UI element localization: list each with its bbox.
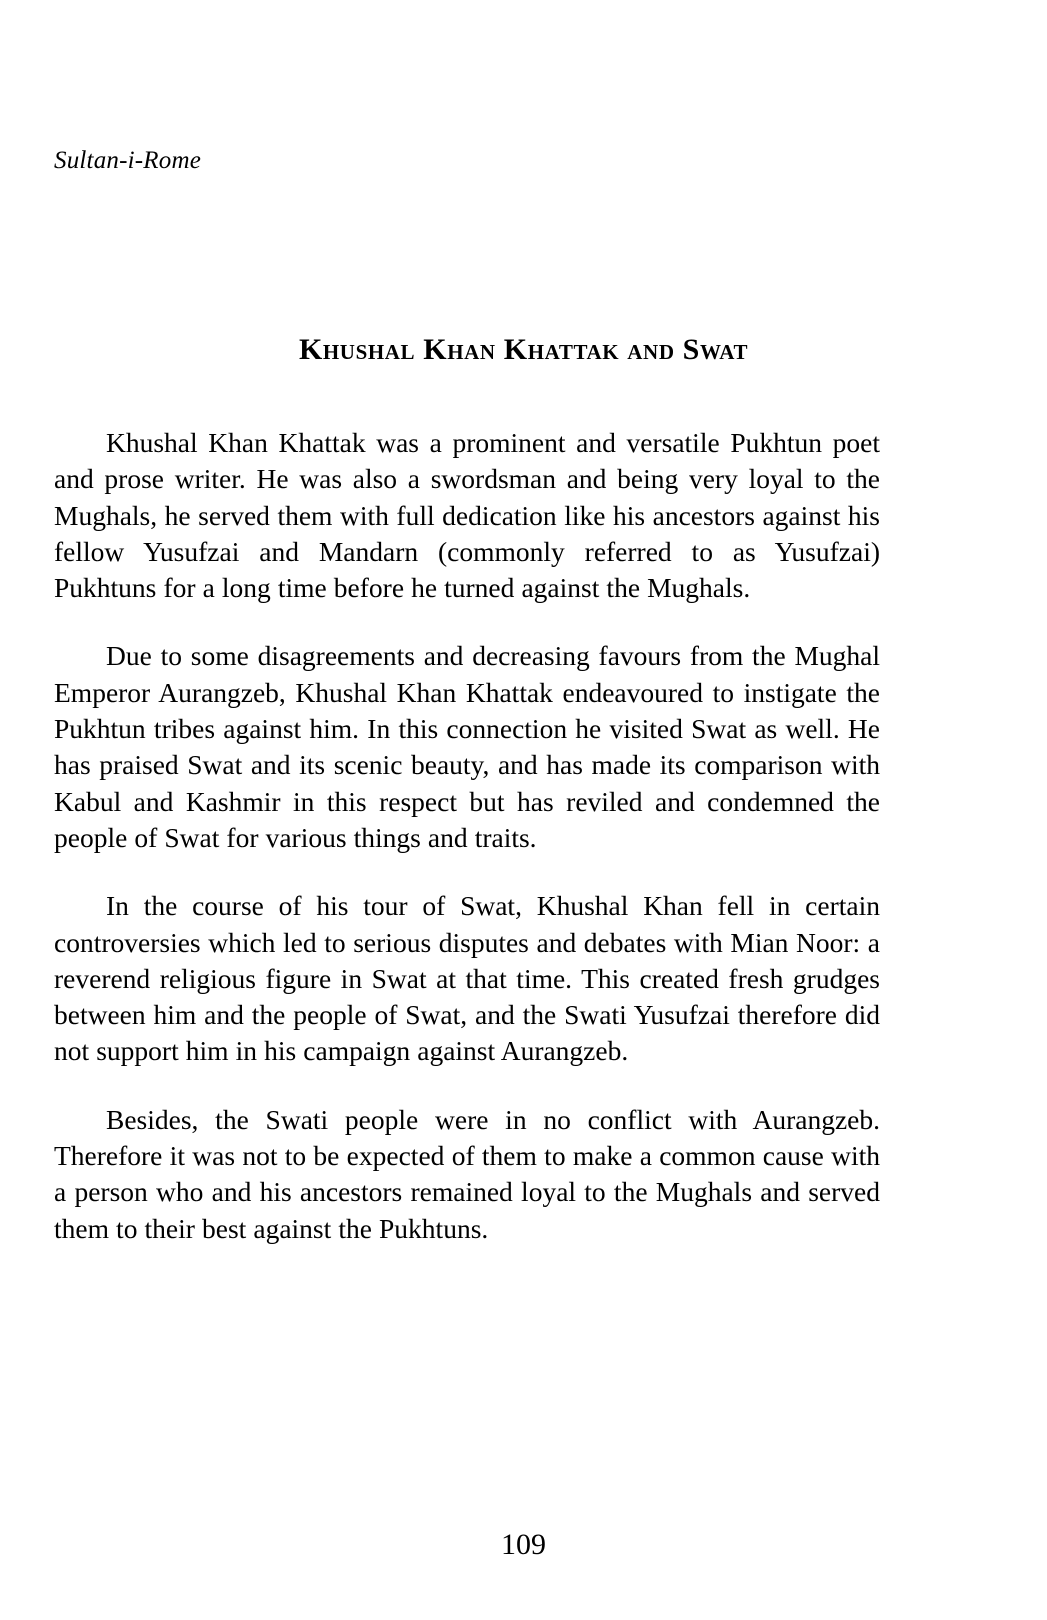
body-text [54, 425, 880, 1247]
chapter-title: Khushal Khan Khattak and Swat [298, 333, 749, 367]
paragraph: Due to some disagreements and decreasing favours from the Mughal Emperor Aurangzeb, Khushal Khan Khattak endeavoured to instigate the Pukhtun tribes against him. In this connection he visited Swat as well. He has praised Swat and its scenic beauty, and has made its comparison with Kabul and Kashmir in this respect but has reviled and condemned the people of Swat for various things and traits. [54, 640, 880, 853]
paragraph: In the course of his tour of Swat, Khushal Khan fell in certain controversies which led to serious disputes and debates with Mian Noor: a reverend religious figure in Swat at that time. This created fresh grudges between him and the people of Swat, and the Swati Yusufzai therefore did not support him in his campaign against Aurangzeb. [54, 890, 880, 1067]
running-head: Sultan-i-Rome [54, 147, 202, 174]
paragraph: Besides, the Swati people were in no conflict with Aurangzeb. Therefore it was not to be expected of them to make a common cause with a person who and his ancestors remained loyal to the Mughals and served them to their best against the Pukhtuns. [54, 1103, 880, 1244]
page-number: 109 [501, 1528, 546, 1561]
paragraph: Khushal Khan Khattak was a prominent and versatile Pukhtun poet and prose writer. He was also a swordsman and being very loyal to the Mughals, he served them with full dedication like his ancestors against his fellow Yusufzai and Mandarn (commonly referred to as Yusufzai) Pukhtuns for a long time before he turned against the Mughals. [54, 427, 880, 604]
